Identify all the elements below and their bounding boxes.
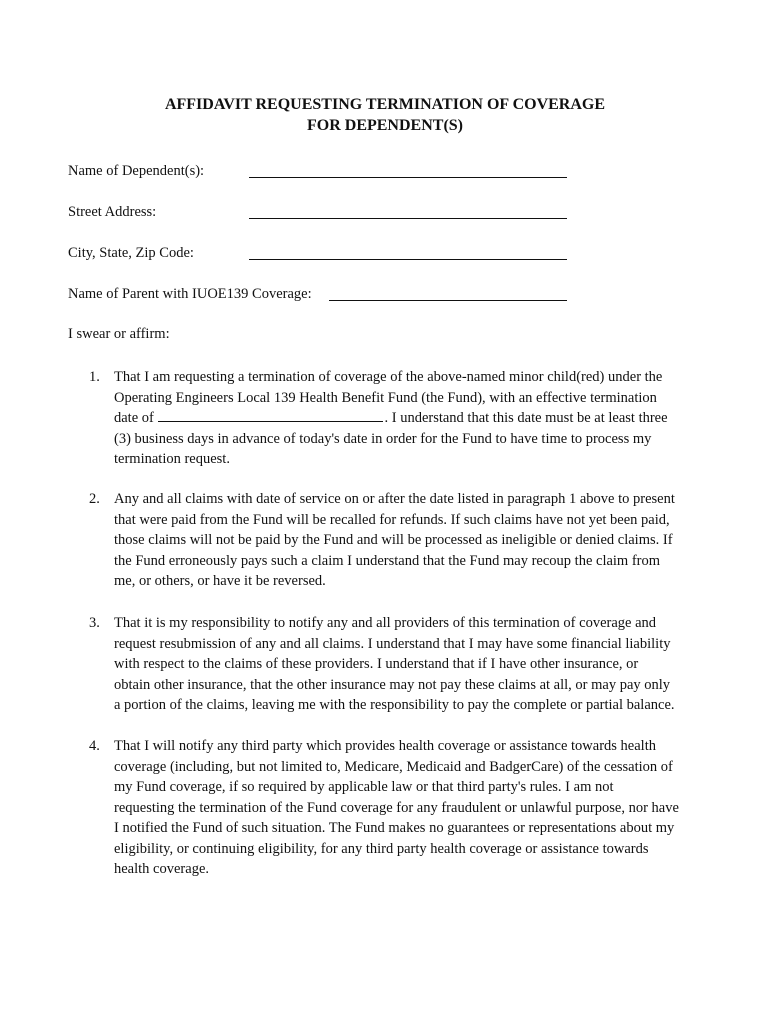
- item-text: . I understand that this date must be at least three: [384, 410, 668, 426]
- list-item: [68, 736, 708, 880]
- item-text: that were paid from the Fund will be recalled for refunds. If such claims have not yet been paid,: [114, 511, 670, 528]
- item-text: the Fund erroneously pays such a claim I understand that the Fund may recoup the claim from: [114, 552, 661, 569]
- item-text: That it is my responsibility to notify any and all providers of this termination of coverage and: [114, 615, 657, 631]
- item-text: That I am requesting a termination of coverage of the above-named minor child(red) under the: [114, 369, 663, 385]
- termination-date-field[interactable]: [158, 409, 383, 422]
- parent-field[interactable]: [329, 300, 567, 301]
- item-number: 1.: [89, 369, 100, 385]
- item-text: (3) business days in advance of today's date in order for the Fund to have time to process my: [114, 430, 652, 447]
- item-text: me, or others, or have it be reversed.: [114, 573, 326, 589]
- item-text: those claims will not be paid by the Fund and will be processed as ineligible or denied claims. If: [114, 532, 673, 548]
- parent-label: Name of Parent with IUOE139 Coverage:: [68, 286, 312, 302]
- street-field[interactable]: [249, 218, 567, 219]
- city-label: City, State, Zip Code:: [68, 245, 194, 261]
- item-text: eligibility, or continuing eligibility, for any third party health coverage or assistance towards: [114, 840, 649, 857]
- item-text: request resubmission of any and all claims. I understand that I may have some financial liability: [114, 635, 671, 652]
- list-item: [68, 367, 708, 470]
- item-text: date of: [114, 410, 154, 426]
- city-state-zip-field[interactable]: [249, 259, 567, 260]
- item-text: my Fund coverage, if so required by applicable law or that third party's rules. I am not: [114, 779, 614, 795]
- item-text: Operating Engineers Local 139 Health Benefit Fund (the Fund), with an effective termination: [114, 389, 657, 406]
- item-text: a portion of the claims, leaving me with the responsibility to pay the complete or partial balance.: [114, 697, 675, 713]
- item-number: 4.: [89, 738, 100, 754]
- item-text: That I will notify any third party which provides health coverage or assistance towards health: [114, 738, 656, 754]
- item-text: Any and all claims with date of service on or after the date listed in paragraph 1 above to present: [114, 491, 675, 507]
- item-text: coverage (including, but not limited to, Medicare, Medicaid and BadgerCare) of the cessation of: [114, 758, 673, 775]
- swear-statement: I swear or affirm:: [68, 326, 170, 342]
- dependents-label: Name of Dependent(s):: [68, 163, 205, 179]
- item-text: requesting the termination of the Fund coverage for any fraudulent or unlawful purpose, nor have: [114, 799, 679, 816]
- item-number: 3.: [89, 615, 100, 631]
- item-text: with respect to the claims of these providers. I understand that if I have other insurance, or: [114, 656, 639, 672]
- document-title: AFFIDAVIT REQUESTING TERMINATION OF COVERAGE: [164, 96, 606, 113]
- street-label: Street Address:: [68, 204, 157, 220]
- item-text: termination request.: [114, 451, 230, 467]
- item-number: 2.: [89, 491, 100, 507]
- document-subtitle: FOR DEPENDENT(S): [306, 117, 463, 134]
- item-text: health coverage.: [114, 861, 210, 877]
- dependents-field[interactable]: [249, 177, 567, 178]
- list-item: [68, 613, 708, 716]
- list-item: [68, 489, 708, 592]
- item-text: obtain other insurance, that the other insurance may not pay these claims at all, or may pay only: [114, 676, 671, 693]
- item-text: I notified the Fund of such situation. The Fund makes no guarantees or representations about my: [114, 820, 675, 836]
- item-text-with-blank: [114, 408, 708, 429]
